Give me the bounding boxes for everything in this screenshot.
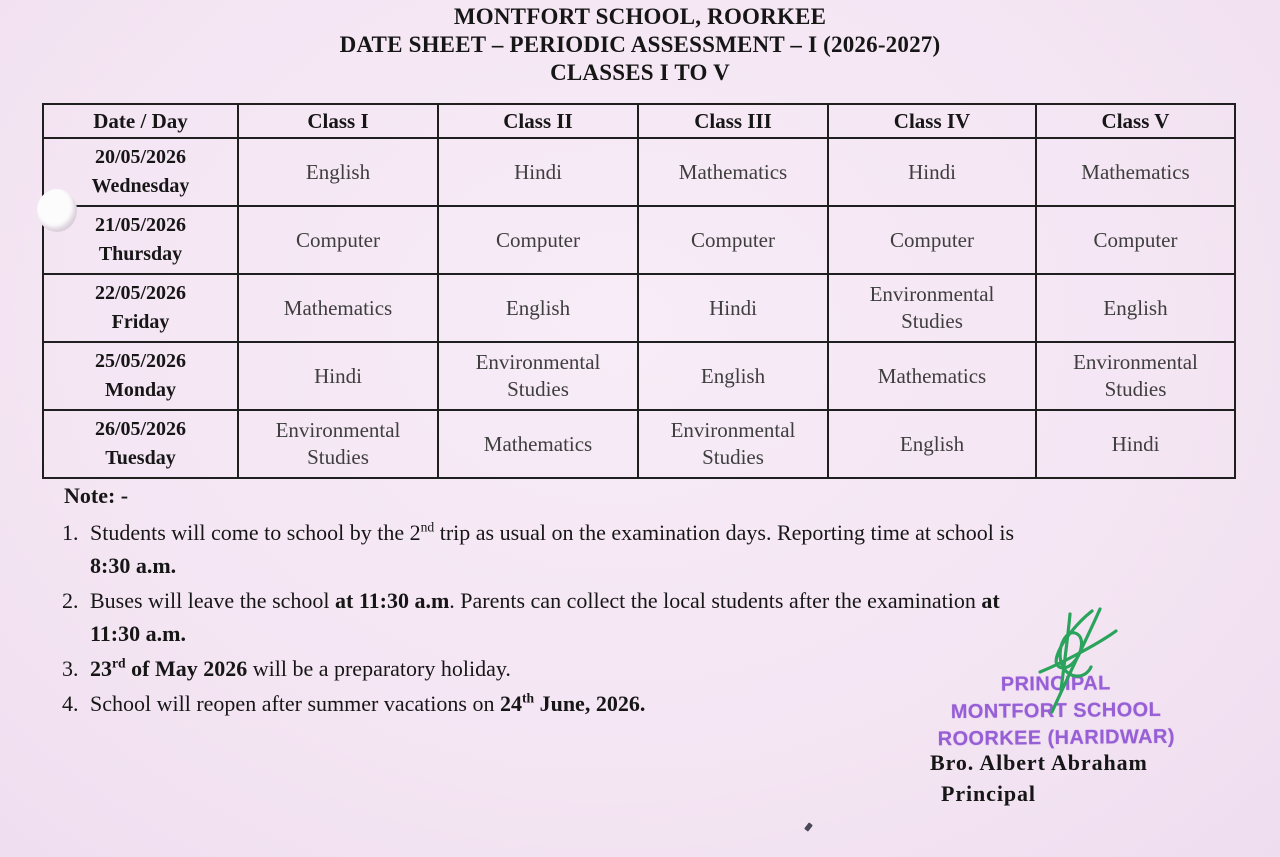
datesheet-table <box>42 103 1236 479</box>
note-number: 1. <box>62 520 79 545</box>
classes-line: CLASSES I TO V <box>550 60 730 85</box>
exam-day: Tuesday <box>105 447 176 469</box>
date-day-cell <box>43 274 238 342</box>
subject-cell: Mathematics <box>828 342 1036 410</box>
note-text: Students will come to school by the 2nd trip as usual on the examination days. Reporting time at school is 8:30 a.m. <box>90 519 1015 578</box>
subject-cell: Hindi <box>238 342 438 410</box>
table-row <box>43 410 1235 478</box>
subject-cell: Mathematics <box>438 410 638 478</box>
table-row <box>43 342 1235 410</box>
subject-cell: Environmental Studies <box>1036 342 1235 410</box>
note-number: 2. <box>62 588 79 613</box>
subject-cell: English <box>438 274 638 342</box>
school-name: MONTFORT SCHOOL, ROORKEE <box>453 4 827 29</box>
subject-cell: Environmental Studies <box>438 342 638 410</box>
date-day-cell <box>43 410 238 478</box>
subject-cell: Environmental Studies <box>238 410 438 478</box>
notes-heading: Note: - <box>64 483 129 508</box>
subject-cell: Hindi <box>638 274 828 342</box>
principal-designation: Principal <box>941 781 1036 806</box>
subject-cell: Hindi <box>828 138 1036 206</box>
exam-date: 22/05/2026 <box>94 282 187 304</box>
exam-date: 25/05/2026 <box>94 350 187 372</box>
subject-cell: Computer <box>238 206 438 274</box>
exam-day: Friday <box>111 311 170 333</box>
exam-date: 26/05/2026 <box>94 418 187 440</box>
note-text: Buses will leave the school at 11:30 a.m. Parents can collect the local students after the examination at 11:30 a.m. <box>90 588 1000 646</box>
subject-cell: Environmental Studies <box>638 410 828 478</box>
exam-day: Monday <box>104 379 177 401</box>
column-header: Class V <box>1036 104 1235 138</box>
date-day-cell <box>43 342 238 410</box>
subject-cell: Mathematics <box>238 274 438 342</box>
subject-cell: Computer <box>438 206 638 274</box>
subject-cell: Hindi <box>1036 410 1235 478</box>
header-row <box>43 104 1235 138</box>
stamp-line-school: MONTFORT SCHOOL <box>950 698 1162 724</box>
subject-cell: Computer <box>638 206 828 274</box>
principal-signature <box>1012 606 1130 716</box>
subject-cell: English <box>238 138 438 206</box>
document-title: DATE SHEET – PERIODIC ASSESSMENT – I (2026-2027) <box>339 32 941 57</box>
table-row <box>43 274 1235 342</box>
note-item <box>62 516 1238 582</box>
column-header: Class I <box>238 104 438 138</box>
stamp-line-principal: PRINCIPAL <box>1000 672 1111 696</box>
stamp-line-city: ROORKEE (HARIDWAR) <box>937 725 1175 751</box>
exam-day: Wednesday <box>91 175 190 197</box>
subject-cell: Computer <box>828 206 1036 274</box>
subject-cell: English <box>828 410 1036 478</box>
subject-cell: Computer <box>1036 206 1235 274</box>
table-head <box>43 104 1235 138</box>
note-text: 23rd of May 2026 will be a preparatory holiday. <box>90 655 511 681</box>
table-row <box>43 138 1235 206</box>
scan-artifact <box>804 822 813 831</box>
exam-day: Thursday <box>98 243 183 265</box>
subject-cell: English <box>1036 274 1235 342</box>
subject-cell: English <box>638 342 828 410</box>
table-row <box>43 206 1235 274</box>
exam-date: 20/05/2026 <box>94 146 187 168</box>
column-header: Class III <box>638 104 828 138</box>
note-number: 4. <box>62 691 79 716</box>
subject-cell: Environmental Studies <box>828 274 1036 342</box>
exam-date: 21/05/2026 <box>94 214 187 236</box>
subject-cell: Hindi <box>438 138 638 206</box>
note-text: School will reopen after summer vacations on 24th June, 2026. <box>90 690 646 716</box>
column-header: Date / Day <box>43 104 238 138</box>
note-number: 3. <box>62 656 79 681</box>
column-header: Class II <box>438 104 638 138</box>
subject-cell: Mathematics <box>1036 138 1235 206</box>
principal-name: Bro. Albert Abraham <box>930 750 1148 775</box>
punch-hole <box>37 189 77 232</box>
subject-cell: Mathematics <box>638 138 828 206</box>
document-header <box>0 3 1280 87</box>
table-body <box>43 138 1235 478</box>
column-header: Class IV <box>828 104 1036 138</box>
